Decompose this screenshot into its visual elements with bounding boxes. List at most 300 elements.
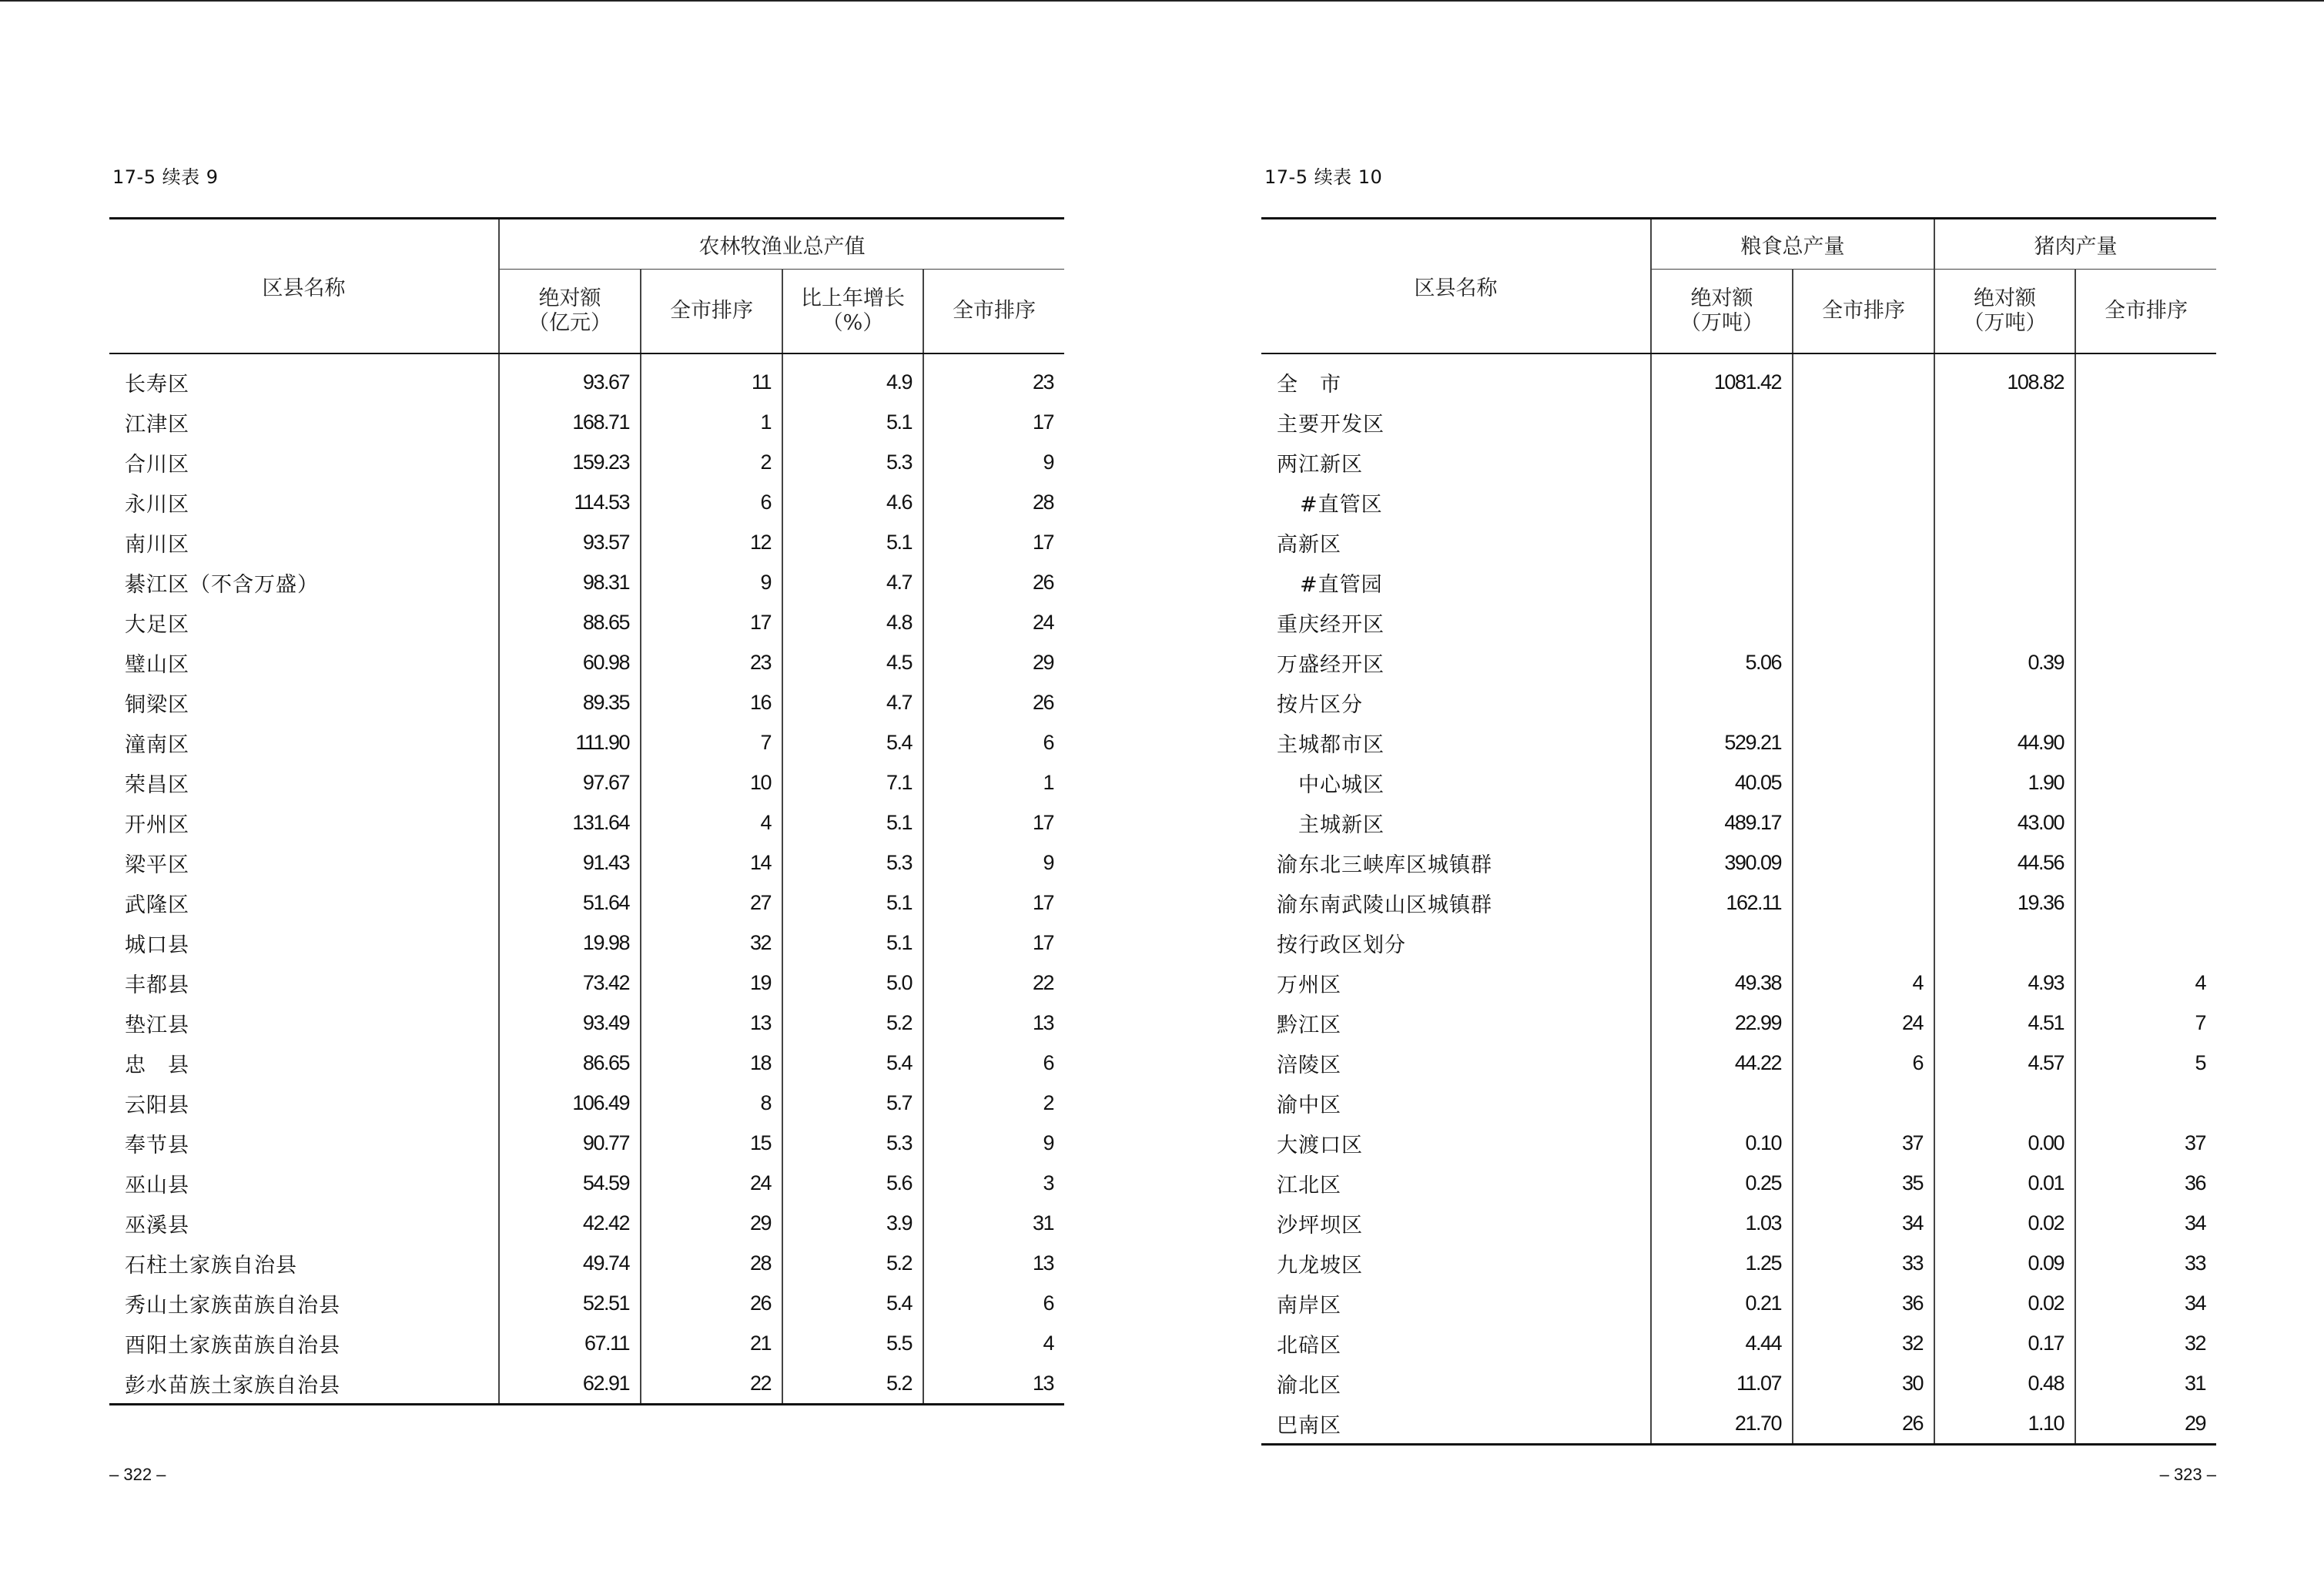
district-name: 主要开发区 [1277, 412, 1385, 437]
table-row [1261, 1123, 2216, 1163]
cell-v3: 5.6 [782, 1163, 923, 1203]
cell-v1: 40.05 [1651, 762, 1793, 802]
cell-v2: 26 [1793, 1403, 1934, 1445]
cell-v1: 21.70 [1651, 1403, 1793, 1445]
cell-v4: 31 [2075, 1363, 2216, 1403]
district-name: #直管园 [1300, 572, 1383, 597]
cell-v2 [1793, 442, 1934, 482]
cell-v3: 0.48 [1934, 1363, 2075, 1403]
table-row [109, 1043, 1064, 1083]
district-name: 渝中区 [1277, 1093, 1341, 1117]
cell-v3: 5.4 [782, 1043, 923, 1083]
table-row [109, 1323, 1064, 1363]
table-row [1261, 1003, 2216, 1043]
table-row [109, 562, 1064, 602]
cell-v2: 27 [641, 883, 782, 923]
district-name: 璧山区 [125, 652, 189, 677]
cell-v3: 5.2 [782, 1363, 923, 1405]
cell-v3: 4.51 [1934, 1003, 2075, 1043]
cell-v4: 29 [2075, 1403, 2216, 1445]
cell-v2 [1793, 402, 1934, 442]
cell-v1: 93.49 [499, 1003, 641, 1043]
cell-v1: 89.35 [499, 682, 641, 722]
district-name: 渝东南武陵山区城镇群 [1277, 893, 1492, 917]
cell-v2: 17 [641, 602, 782, 642]
cell-v4: 13 [923, 1243, 1064, 1283]
cell-v4: 33 [2075, 1243, 2216, 1283]
district-name: 万盛经开区 [1277, 652, 1385, 677]
cell-v4 [2075, 722, 2216, 762]
district-name: 梁平区 [125, 853, 189, 877]
cell-v2: 13 [641, 1003, 782, 1043]
cell-v3: 0.09 [1934, 1243, 2075, 1283]
cell-v3 [1934, 562, 2075, 602]
cell-v3: 5.2 [782, 1003, 923, 1043]
cell-v3: 7.1 [782, 762, 923, 802]
district-name: 北碚区 [1277, 1333, 1341, 1358]
cell-v2: 35 [1793, 1163, 1934, 1203]
cell-v1: 159.23 [499, 442, 641, 482]
district-name: 巫溪县 [125, 1213, 189, 1238]
district-name: 奉节县 [125, 1133, 189, 1157]
cell-v2 [1793, 602, 1934, 642]
cell-v2: 6 [1793, 1043, 1934, 1083]
cell-v4: 6 [923, 1043, 1064, 1083]
cell-v2 [1793, 843, 1934, 883]
district-name: 酉阳土家族苗族自治县 [125, 1333, 340, 1358]
table-row [109, 923, 1064, 963]
cell-v3: 5.4 [782, 722, 923, 762]
table-row [109, 1123, 1064, 1163]
cell-v1: 67.11 [499, 1323, 641, 1363]
header-group-pork-output: 猪肉产量 [1934, 219, 2216, 270]
district-name: 石柱土家族自治县 [125, 1253, 297, 1278]
cell-v4 [2075, 402, 2216, 442]
cell-v4 [2075, 762, 2216, 802]
table-body [1261, 353, 2216, 1445]
cell-v2: 33 [1793, 1243, 1934, 1283]
cell-v1: 60.98 [499, 642, 641, 682]
cell-v3: 4.8 [782, 602, 923, 642]
table-row [109, 1363, 1064, 1405]
cell-v3: 5.5 [782, 1323, 923, 1363]
table-row [109, 963, 1064, 1003]
cell-v2: 4 [1793, 963, 1934, 1003]
cell-v1 [1651, 602, 1793, 642]
cell-v2 [1793, 923, 1934, 963]
district-name: 渝东北三峡库区城镇群 [1277, 853, 1492, 877]
cell-v2 [1793, 1083, 1934, 1123]
cell-v2 [1793, 642, 1934, 682]
cell-v4 [2075, 353, 2216, 402]
table-row [109, 1243, 1064, 1283]
cell-v1: 22.99 [1651, 1003, 1793, 1043]
cell-v1: 1081.42 [1651, 353, 1793, 402]
cell-v4: 26 [923, 562, 1064, 602]
table-row [1261, 353, 2216, 402]
district-name: 全 市 [1277, 372, 1341, 397]
table-row [109, 1163, 1064, 1203]
cell-v4: 3 [923, 1163, 1064, 1203]
cell-v1: 88.65 [499, 602, 641, 642]
cell-v2: 19 [641, 963, 782, 1003]
district-name: 大渡口区 [1277, 1133, 1363, 1157]
district-name: 綦江区（不含万盛） [125, 572, 319, 597]
cell-v1: 98.31 [499, 562, 641, 602]
cell-v4 [2075, 442, 2216, 482]
cell-v1: 49.74 [499, 1243, 641, 1283]
cell-v2: 11 [641, 353, 782, 402]
district-name: 沙坪坝区 [1277, 1213, 1363, 1238]
district-name: 主城都市区 [1277, 732, 1385, 757]
agri-output-table [109, 217, 1064, 1405]
cell-v3: 4.5 [782, 642, 923, 682]
header-text: 绝对额 （万吨） [1680, 286, 1763, 335]
cell-v3: 0.02 [1934, 1203, 2075, 1243]
district-name: 按行政区划分 [1277, 933, 1406, 957]
table-row [1261, 1083, 2216, 1123]
cell-v1: 0.25 [1651, 1163, 1793, 1203]
cell-v4: 17 [923, 522, 1064, 562]
header-pork-absolute [1934, 270, 2075, 354]
district-name: 城口县 [125, 933, 189, 957]
district-name: 万州区 [1277, 973, 1341, 997]
cell-v2 [1793, 522, 1934, 562]
cell-v2 [1793, 883, 1934, 923]
table-body [109, 353, 1064, 1405]
cell-v3: 1.10 [1934, 1403, 2075, 1445]
header-text: 绝对额 （亿元） [528, 286, 611, 335]
table-row [109, 482, 1064, 522]
cell-v1: 52.51 [499, 1283, 641, 1323]
cell-v4: 17 [923, 883, 1064, 923]
cell-v4 [2075, 522, 2216, 562]
table-row [1261, 1323, 2216, 1363]
cell-v4: 26 [923, 682, 1064, 722]
table-row [109, 522, 1064, 562]
cell-v4: 4 [923, 1323, 1064, 1363]
cell-v3: 5.7 [782, 1083, 923, 1123]
table-row [1261, 963, 2216, 1003]
table-row [1261, 562, 2216, 602]
district-name: 渝北区 [1277, 1373, 1341, 1398]
cell-v4: 17 [923, 923, 1064, 963]
cell-v1: 73.42 [499, 963, 641, 1003]
page-number: – 323 – [2159, 1465, 2216, 1484]
cell-v2 [1793, 802, 1934, 843]
cell-v3: 4.57 [1934, 1043, 2075, 1083]
cell-v1: 4.44 [1651, 1323, 1793, 1363]
cell-v2: 32 [1793, 1323, 1934, 1363]
cell-v4: 17 [923, 402, 1064, 442]
cell-v3 [1934, 442, 2075, 482]
cell-v3: 4.7 [782, 562, 923, 602]
cell-v3: 3.9 [782, 1203, 923, 1243]
cell-v1: 131.64 [499, 802, 641, 843]
cell-v2: 9 [641, 562, 782, 602]
cell-v3: 4.93 [1934, 963, 2075, 1003]
cell-v2: 34 [1793, 1203, 1934, 1243]
cell-v4: 13 [923, 1003, 1064, 1043]
table-row [1261, 682, 2216, 722]
cell-v3: 44.56 [1934, 843, 2075, 883]
cell-v3 [1934, 923, 2075, 963]
cell-v1: 90.77 [499, 1123, 641, 1163]
district-name: 涪陵区 [1277, 1053, 1341, 1077]
table-row [109, 802, 1064, 843]
cell-v2 [1793, 353, 1934, 402]
cell-v1: 93.57 [499, 522, 641, 562]
cell-v4: 29 [923, 642, 1064, 682]
cell-v2: 2 [641, 442, 782, 482]
table-row [109, 883, 1064, 923]
cell-v2: 32 [641, 923, 782, 963]
table-row [109, 1283, 1064, 1323]
cell-v2: 15 [641, 1123, 782, 1163]
cell-v2: 10 [641, 762, 782, 802]
cell-v2: 28 [641, 1243, 782, 1283]
cell-v3: 4.6 [782, 482, 923, 522]
cell-v2: 16 [641, 682, 782, 722]
cell-v2 [1793, 482, 1934, 522]
district-name: 潼南区 [125, 732, 189, 757]
header-growth-rate [782, 270, 923, 354]
cell-v2: 7 [641, 722, 782, 762]
district-name: 巴南区 [1277, 1413, 1341, 1438]
cell-v3: 5.1 [782, 883, 923, 923]
cell-v1: 54.59 [499, 1163, 641, 1203]
table-row [109, 353, 1064, 402]
cell-v1: 5.06 [1651, 642, 1793, 682]
table-row [109, 682, 1064, 722]
table-row [1261, 402, 2216, 442]
cell-v1 [1651, 522, 1793, 562]
cell-v4 [2075, 883, 2216, 923]
district-name: 彭水苗族土家族自治县 [125, 1373, 340, 1398]
district-name: 主城新区 [1298, 812, 1385, 837]
cell-v1: 49.38 [1651, 963, 1793, 1003]
cell-v1: 11.07 [1651, 1363, 1793, 1403]
table-caption: 17-5 续表 9 [112, 166, 219, 188]
header-district-name: 区县名称 [109, 219, 499, 354]
cell-v4: 37 [2075, 1123, 2216, 1163]
header-absolute-value [499, 270, 641, 354]
cell-v3: 108.82 [1934, 353, 2075, 402]
cell-v3: 5.1 [782, 522, 923, 562]
district-name: 荣昌区 [125, 772, 189, 797]
table-row [1261, 1203, 2216, 1243]
table-row [1261, 802, 2216, 843]
cell-v1 [1651, 923, 1793, 963]
cell-v2: 12 [641, 522, 782, 562]
table-row [1261, 1243, 2216, 1283]
cell-v1 [1651, 442, 1793, 482]
header-group-grain-output: 粮食总产量 [1651, 219, 1934, 270]
table-row [1261, 1043, 2216, 1083]
district-name: 江津区 [125, 412, 189, 437]
cell-v1: 62.91 [499, 1363, 641, 1405]
cell-v4: 34 [2075, 1203, 2216, 1243]
cell-v4: 6 [923, 1283, 1064, 1323]
district-name: 永川区 [125, 492, 189, 517]
district-name: 武隆区 [125, 893, 189, 917]
cell-v3: 0.39 [1934, 642, 2075, 682]
cell-v4 [2075, 642, 2216, 682]
cell-v3: 5.1 [782, 802, 923, 843]
cell-v1 [1651, 682, 1793, 722]
district-name: 丰都县 [125, 973, 189, 997]
cell-v3: 0.02 [1934, 1283, 2075, 1323]
cell-v4 [2075, 1083, 2216, 1123]
cell-v2: 22 [641, 1363, 782, 1405]
cell-v2: 24 [1793, 1003, 1934, 1043]
header-grain-rank: 全市排序 [1793, 270, 1934, 354]
header-pork-rank: 全市排序 [2075, 270, 2216, 354]
cell-v2 [1793, 762, 1934, 802]
cell-v4: 9 [923, 442, 1064, 482]
grain-pork-table [1261, 217, 2216, 1446]
cell-v2: 30 [1793, 1363, 1934, 1403]
district-name: 开州区 [125, 812, 189, 837]
table-row [1261, 883, 2216, 923]
cell-v1: 111.90 [499, 722, 641, 762]
cell-v3: 5.2 [782, 1243, 923, 1283]
cell-v3 [1934, 602, 2075, 642]
cell-v2: 29 [641, 1203, 782, 1243]
cell-v2: 1 [641, 402, 782, 442]
cell-v4 [2075, 682, 2216, 722]
district-name: 铜梁区 [125, 692, 189, 717]
cell-v3: 5.3 [782, 442, 923, 482]
cell-v1: 162.11 [1651, 883, 1793, 923]
cell-v3: 4.7 [782, 682, 923, 722]
cell-v1: 51.64 [499, 883, 641, 923]
cell-v2: 21 [641, 1323, 782, 1363]
district-name: 中心城区 [1298, 772, 1385, 797]
cell-v3: 4.9 [782, 353, 923, 402]
district-name: 南岸区 [1277, 1293, 1341, 1318]
cell-v2: 18 [641, 1043, 782, 1083]
table-row [109, 762, 1064, 802]
cell-v1: 1.25 [1651, 1243, 1793, 1283]
cell-v4: 17 [923, 802, 1064, 843]
cell-v1: 1.03 [1651, 1203, 1793, 1243]
table-row [109, 722, 1064, 762]
table-row [1261, 1283, 2216, 1323]
cell-v4 [2075, 602, 2216, 642]
cell-v4: 22 [923, 963, 1064, 1003]
cell-v2: 8 [641, 1083, 782, 1123]
district-name: 垫江县 [125, 1013, 189, 1037]
district-name: 大足区 [125, 612, 189, 637]
cell-v4: 31 [923, 1203, 1064, 1243]
table-row [1261, 482, 2216, 522]
cell-v3 [1934, 402, 2075, 442]
cell-v3: 5.4 [782, 1283, 923, 1323]
cell-v3: 5.3 [782, 1123, 923, 1163]
header-district-name: 区县名称 [1261, 219, 1651, 354]
cell-v1: 114.53 [499, 482, 641, 522]
district-name: 南川区 [125, 532, 189, 557]
cell-v3: 5.1 [782, 923, 923, 963]
cell-v2 [1793, 682, 1934, 722]
cell-v2: 36 [1793, 1283, 1934, 1323]
table-row [1261, 1403, 2216, 1445]
cell-v1: 489.17 [1651, 802, 1793, 843]
district-name: 长寿区 [125, 372, 189, 397]
cell-v3: 5.3 [782, 843, 923, 883]
cell-v3 [1934, 482, 2075, 522]
cell-v1: 42.42 [499, 1203, 641, 1243]
cell-v1: 91.43 [499, 843, 641, 883]
cell-v1 [1651, 402, 1793, 442]
cell-v1 [1651, 562, 1793, 602]
cell-v1: 390.09 [1651, 843, 1793, 883]
district-name: 九龙坡区 [1277, 1253, 1363, 1278]
cell-v4: 24 [923, 602, 1064, 642]
cell-v4 [2075, 923, 2216, 963]
table-row [109, 1083, 1064, 1123]
table-row [1261, 642, 2216, 682]
header-city-rank: 全市排序 [923, 270, 1064, 354]
cell-v3 [1934, 1083, 2075, 1123]
header-group-agri-output: 农林牧渔业总产值 [499, 219, 1064, 270]
table-row [109, 843, 1064, 883]
cell-v4 [2075, 843, 2216, 883]
header-city-rank: 全市排序 [641, 270, 782, 354]
cell-v4: 36 [2075, 1163, 2216, 1203]
cell-v1: 86.65 [499, 1043, 641, 1083]
district-name: 合川区 [125, 452, 189, 477]
table-row [1261, 522, 2216, 562]
cell-v2 [1793, 562, 1934, 602]
district-name: 江北区 [1277, 1173, 1341, 1198]
cell-v4: 34 [2075, 1283, 2216, 1323]
district-name: 云阳县 [125, 1093, 189, 1117]
cell-v2: 37 [1793, 1123, 1934, 1163]
cell-v1: 0.10 [1651, 1123, 1793, 1163]
cell-v4: 13 [923, 1363, 1064, 1405]
cell-v3: 44.90 [1934, 722, 2075, 762]
cell-v1: 0.21 [1651, 1283, 1793, 1323]
table-row [1261, 722, 2216, 762]
cell-v4: 9 [923, 843, 1064, 883]
cell-v3 [1934, 682, 2075, 722]
table-row [109, 402, 1064, 442]
cell-v2: 6 [641, 482, 782, 522]
cell-v1: 93.67 [499, 353, 641, 402]
cell-v2: 23 [641, 642, 782, 682]
cell-v1: 106.49 [499, 1083, 641, 1123]
cell-v3: 5.1 [782, 402, 923, 442]
table-row [109, 1003, 1064, 1043]
cell-v1: 529.21 [1651, 722, 1793, 762]
table-row [1261, 602, 2216, 642]
table-row [1261, 442, 2216, 482]
cell-v1: 97.67 [499, 762, 641, 802]
district-name: 重庆经开区 [1277, 612, 1385, 637]
cell-v4: 4 [2075, 963, 2216, 1003]
cell-v4 [2075, 482, 2216, 522]
cell-v3: 0.01 [1934, 1163, 2075, 1203]
table-row [109, 442, 1064, 482]
cell-v3 [1934, 522, 2075, 562]
table-row [109, 602, 1064, 642]
district-name: 高新区 [1277, 532, 1341, 557]
cell-v1: 19.98 [499, 923, 641, 963]
district-name: 两江新区 [1277, 452, 1363, 477]
cell-v2 [1793, 722, 1934, 762]
